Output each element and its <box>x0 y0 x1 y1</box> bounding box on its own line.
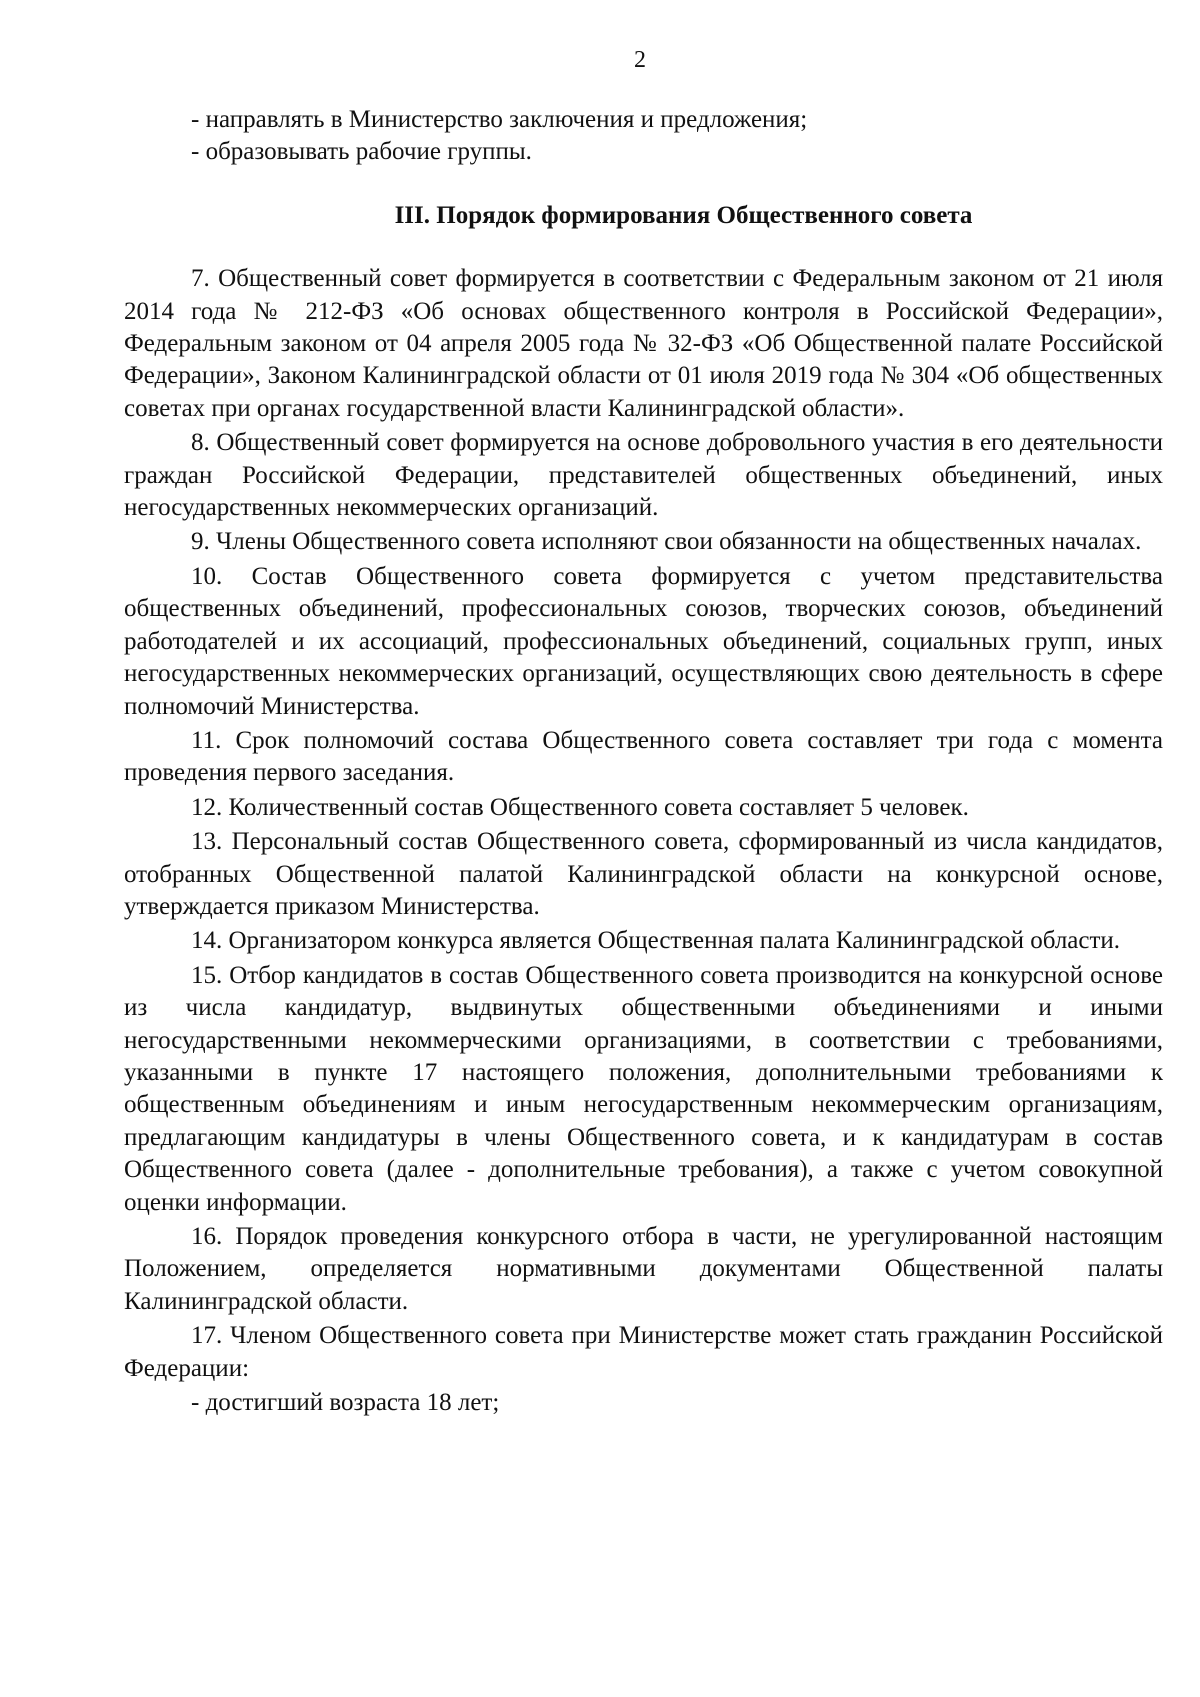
page-number: 2 <box>634 47 646 73</box>
paragraph-10: 10. Состав Общественного совета формируется с учетом представительства общественных объединений, профессиональных союзов, творческих союзов, объединений работодателей и их ассоциаций, профессиональных объединений, социальных групп, иных негосударственных некоммерческих организаций, осуществляющих свою деятельность в сфере полномочий Министерства. <box>124 562 1163 720</box>
paragraph-11: 11. Срок полномочий состава Общественного совета составляет три года с момента проведения первого заседания. <box>124 726 1163 787</box>
paragraph-9: 9. Члены Общественного совета исполняют свои обязанности на общественных началах. <box>191 528 1142 556</box>
paragraph-17: 17. Членом Общественного совета при Министерстве может стать гражданин Российской Федерации: <box>124 1322 1163 1382</box>
list-item: - достигший возраста 18 лет; <box>191 1389 500 1417</box>
document-body <box>124 104 1163 1421</box>
list-item: - направлять в Министерство заключения и предложения; <box>191 106 808 133</box>
section-heading: III. Порядок формирования Общественного совета <box>394 201 973 229</box>
paragraph-15: 15. Отбор кандидатов в состав Общественного совета производится на конкурсной основе из числа кандидатур, выдвинутых общественными объединениями и иными негосударственными некоммерческими организациями, в соответствии с требованиями, указанными в пункте 17 настоящего положения, дополнительными требованиями к общественным объединениям и иным негосударственным некоммерческим организациям, предлагающим кандидатуры в члены Общественного совета, и к кандидатурам в состав Общественного совета (далее - дополнительные требования), а также с учетом совокупной оценки информации. <box>124 961 1163 1216</box>
paragraph-7: 7. Общественный совет формируется в соответствии с Федеральным законом от 21 июля 2014 года № 212-ФЗ «Об основах общественного контроля в Российской Федерации», Федеральным законом от 04 апреля 2005 года № 32-ФЗ «Об Общественной палате Российской Федерации», Законом Калининградской области от 01 июля 2019 года № 304 «Об общественных советах при органах государственной власти Калининградской области». <box>124 265 1163 422</box>
paragraph-13: 13. Персональный состав Общественного совета, сформированный из числа кандидатов, отобранных Общественной палатой Калининградской области на конкурсной основе, утверждается приказом Министерства. <box>124 828 1163 920</box>
list-item: - образовывать рабочие группы. <box>191 138 532 166</box>
paragraph-8: 8. Общественный совет формируется на основе добровольного участия в его деятельности граждан Российской Федерации, представителей общественных объединений, иных негосударственных некоммерческих организаций. <box>124 429 1163 522</box>
paragraph-12: 12. Количественный состав Общественного совета составляет 5 человек. <box>191 793 969 821</box>
paragraph-16: 16. Порядок проведения конкурсного отбора в части, не урегулированной настоящим Положением, определяется нормативными документами Общественной палаты Калининградской области. <box>124 1223 1163 1315</box>
paragraph-14: 14. Организатором конкурса является Общественная палата Калининградской области. <box>191 927 1121 955</box>
